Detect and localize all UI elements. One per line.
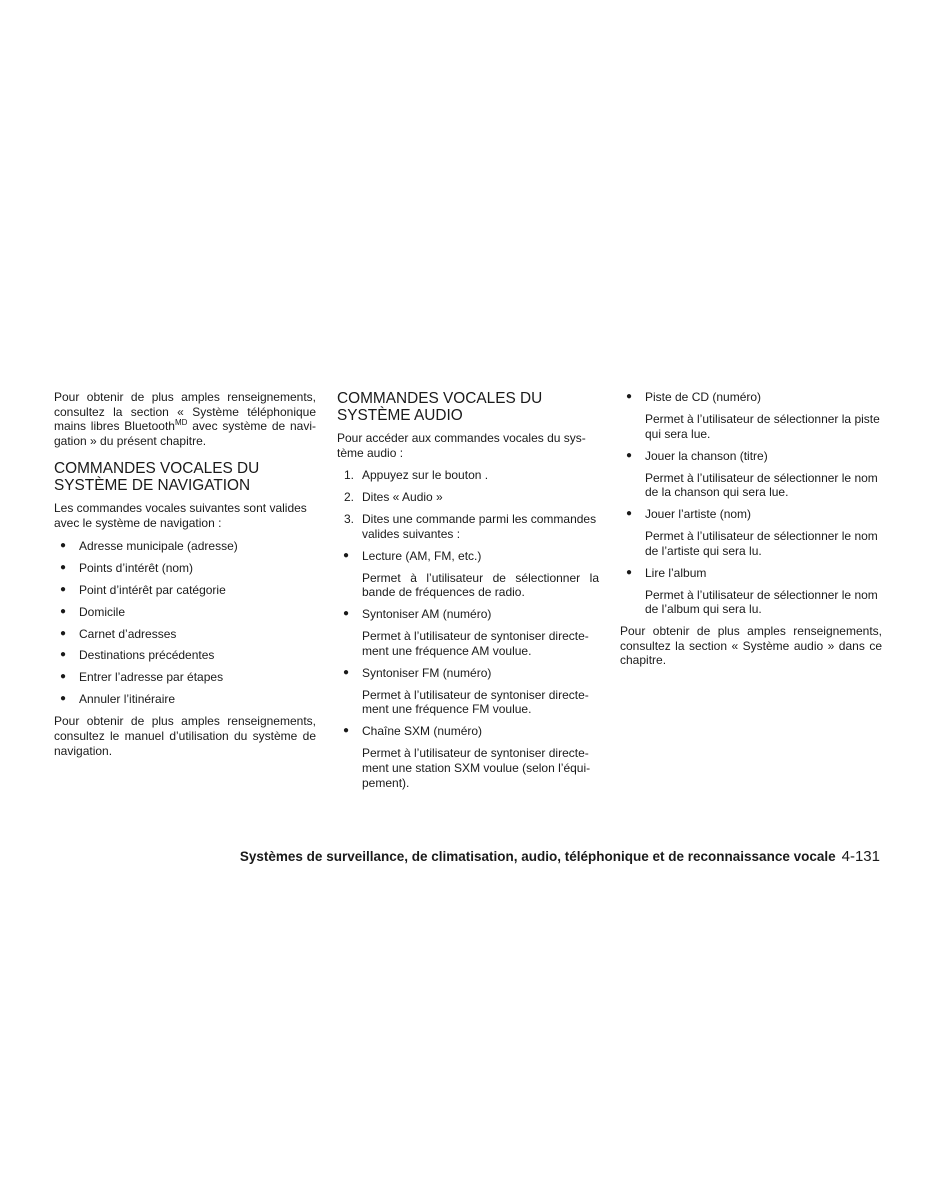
audio-command-item <box>620 390 882 441</box>
audio-command-item <box>620 507 882 558</box>
step-item <box>337 512 599 541</box>
step-text: Dites une commande parmi les commandes valides suivantes : <box>362 512 597 541</box>
column-audio <box>337 390 599 798</box>
audio-outro: Pour obtenir de plus amples renseignements, consultez la section « Système audio » dans ce chapitre. <box>620 624 882 668</box>
column-navigation <box>54 390 316 766</box>
audio-command-item <box>620 566 882 617</box>
command-description: Permet à l’utilisateur de sélectionner la bande de fréquences de radio. <box>362 570 599 600</box>
intro-text: Pour obtenir de plus amples renseignements, consultez la section « Système téléphonique mains libres Bluetooth <box>54 390 316 434</box>
list-item: ● Point d’intérêt par catégorie <box>54 583 316 598</box>
step-text: Appuyez sur le bouton . <box>362 468 489 483</box>
command-description: Permet à l’utilisateur de syntoniser directe-ment une fréquence AM voulue. <box>362 629 589 658</box>
command-description: Permet à l’utilisateur de sélectionner le nom de la chanson qui sera lue. <box>645 470 878 500</box>
command-description: Permet à l’utilisateur de syntoniser directe-ment une fréquence FM voulue. <box>362 687 589 717</box>
page-footer <box>0 848 880 865</box>
command-title: ● Lecture (AM, FM, etc.) <box>337 549 599 564</box>
section-heading-navigation: COMMANDES VOCALES DU SYSTÈME DE NAVIGATION <box>54 460 260 495</box>
audio-command-item <box>620 449 882 500</box>
command-title: ● Syntoniser AM (numéro) <box>337 607 599 622</box>
section-heading-audio: COMMANDES VOCALES DU SYSTÈME AUDIO <box>337 390 543 424</box>
navigation-command-list <box>54 539 316 707</box>
list-item: ● Points d’intérêt (nom) <box>54 561 316 576</box>
audio-command-item <box>337 607 599 658</box>
list-item: ● Domicile <box>54 605 316 620</box>
audio-command-item <box>337 724 599 790</box>
column-audio-continued <box>620 390 882 676</box>
command-title: ● Jouer l’artiste (nom) <box>620 507 882 522</box>
list-item: ● Destinations précédentes <box>54 648 316 663</box>
navigation-outro: Pour obtenir de plus amples renseignements, consultez le manuel d’utilisation du système de navigation. <box>54 714 316 758</box>
audio-lead: Pour accéder aux commandes vocales du sys-tème audio : <box>337 431 586 460</box>
step-number: 1. <box>344 468 355 483</box>
audio-command-item <box>337 549 599 600</box>
step-item <box>337 468 599 483</box>
list-item: ● Entrer l’adresse par étapes <box>54 670 316 685</box>
list-item: ● Annuler l’itinéraire <box>54 692 316 707</box>
command-title: ● Chaîne SXM (numéro) <box>337 724 599 739</box>
command-description: Permet à l’utilisateur de sélectionner le nom de l’artiste qui sera lu. <box>645 529 878 558</box>
command-title: ● Lire l’album <box>620 566 882 581</box>
command-description: Permet à l’utilisateur de sélectionner le nom de l’album qui sera lu. <box>645 587 878 617</box>
list-item: ● Carnet d’adresses <box>54 627 316 642</box>
command-title: ● Piste de CD (numéro) <box>620 390 882 405</box>
audio-command-item <box>337 666 599 717</box>
command-description: Permet à l’utilisateur de sélectionner la piste qui sera lue. <box>645 411 880 441</box>
command-title: ● Jouer la chanson (titre) <box>620 449 882 464</box>
step-number: 3. <box>344 512 355 527</box>
trademark-superscript: MD <box>174 418 188 428</box>
step-item <box>337 490 599 505</box>
page-number: 4-131 <box>841 848 880 865</box>
command-title: ● Syntoniser FM (numéro) <box>337 666 599 681</box>
intro-paragraph <box>54 390 316 448</box>
navigation-lead: Les commandes vocales suivantes sont valides avec le système de navigation : <box>54 501 307 530</box>
chapter-title: Systèmes de surveillance, de climatisation, audio, téléphonique et de reconnaissance vocale <box>239 849 836 864</box>
audio-steps <box>337 468 599 541</box>
command-description: Permet à l’utilisateur de syntoniser directe-ment une station SXM voulue (selon l’équi-pement). <box>362 746 591 790</box>
intro-text-end: avec système de navi-gation » du présent chapitre. <box>54 419 316 448</box>
step-text: Dites « Audio » <box>362 490 443 505</box>
step-number: 2. <box>344 490 355 505</box>
list-item: ● Adresse municipale (adresse) <box>54 539 316 554</box>
